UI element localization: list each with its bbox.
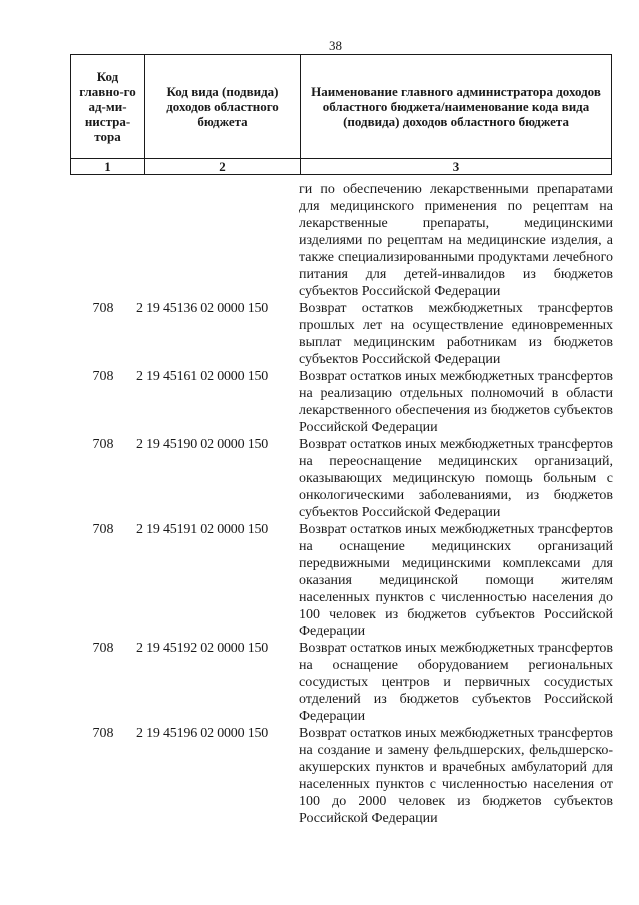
income-name: Возврат остатков иных межбюджетных трансфертов на реализацию отдельных полномочий в области лекарственного обеспечения из бюджетов субъектов Российской Федерации (299, 369, 613, 435)
header-col-number-3: 3 (301, 159, 612, 175)
header-income-code: Код вида (подвида) доходов областного бюджета (145, 55, 301, 159)
income-code: 2 19 45192 02 0000 150 (136, 641, 269, 656)
income-code: 2 19 45191 02 0000 150 (136, 522, 269, 537)
income-name: Возврат остатков иных межбюджетных трансфертов на переоснащение медицинских организаций, оказывающих медицинскую помощь больным с онкологическими заболеваниями, из бюджетов субъектов Российской Федерации (299, 437, 613, 520)
table-row (70, 521, 615, 640)
table-header (70, 54, 612, 175)
income-code: 2 19 45161 02 0000 150 (136, 369, 269, 384)
header-name: Наименование главного администратора доходов областного бюджета/наименование кода вида (подвида) доходов областного бюджета (301, 55, 612, 159)
income-code: 2 19 45196 02 0000 150 (136, 726, 269, 741)
header-admin-code: Код главно-го ад-ми-нистра-тора (71, 55, 145, 159)
admin-code: 708 (92, 369, 114, 384)
table-row (70, 368, 615, 436)
table-row (70, 436, 615, 521)
admin-code: 708 (92, 641, 114, 656)
table-row (70, 181, 615, 300)
admin-code: 708 (92, 301, 114, 316)
income-name: Возврат остатков иных межбюджетных трансфертов на оснащение оборудованием региональных сосудистых центров и первичных сосудистых отделений из бюджетов субъектов Российской Федерации (299, 641, 613, 724)
header-col-number-1: 1 (71, 159, 145, 175)
table-row (70, 725, 615, 827)
income-name: Возврат остатков иных межбюджетных трансфертов на создание и замену фельдшерских, фельдшерско-акушерских пунктов и врачебных амбулаторий для населенных пунктов с численностью населения от 100 до 2000 человек из бюджетов субъектов Российской Федерации (299, 726, 613, 826)
admin-code: 708 (92, 437, 114, 452)
table-row (70, 300, 615, 368)
income-code: 2 19 45190 02 0000 150 (136, 437, 269, 452)
header-col-number-2: 2 (145, 159, 301, 175)
table-row (70, 640, 615, 725)
admin-code: 708 (92, 726, 114, 741)
income-name: Возврат остатков иных межбюджетных трансфертов на оснащение медицинских организаций передвижными медицинскими комплексами для оказания медицинской помощи жителям населенных пунктов с численностью населения до 100 человек из бюджетов субъектов Российской Федерации (299, 522, 613, 639)
page-number: 38 (329, 38, 342, 53)
income-code: 2 19 45136 02 0000 150 (136, 301, 269, 316)
table-body (70, 181, 615, 827)
continuation-text: ги по обеспечению лекарственными препаратами для медицинского применения по рецептам на лекарственные препараты, медицинскими изделиями по рецептам на медицинские изделия, а также специализированными продуктами лечебного питания для детей-инвалидов из бюджетов субъектов Российской Федерации (299, 182, 613, 299)
admin-code: 708 (92, 522, 114, 537)
income-name: Возврат остатков межбюджетных трансфертов прошлых лет на осуществление единовременных выплат медицинским работникам из бюджетов субъектов Российской Федерации (299, 301, 613, 367)
